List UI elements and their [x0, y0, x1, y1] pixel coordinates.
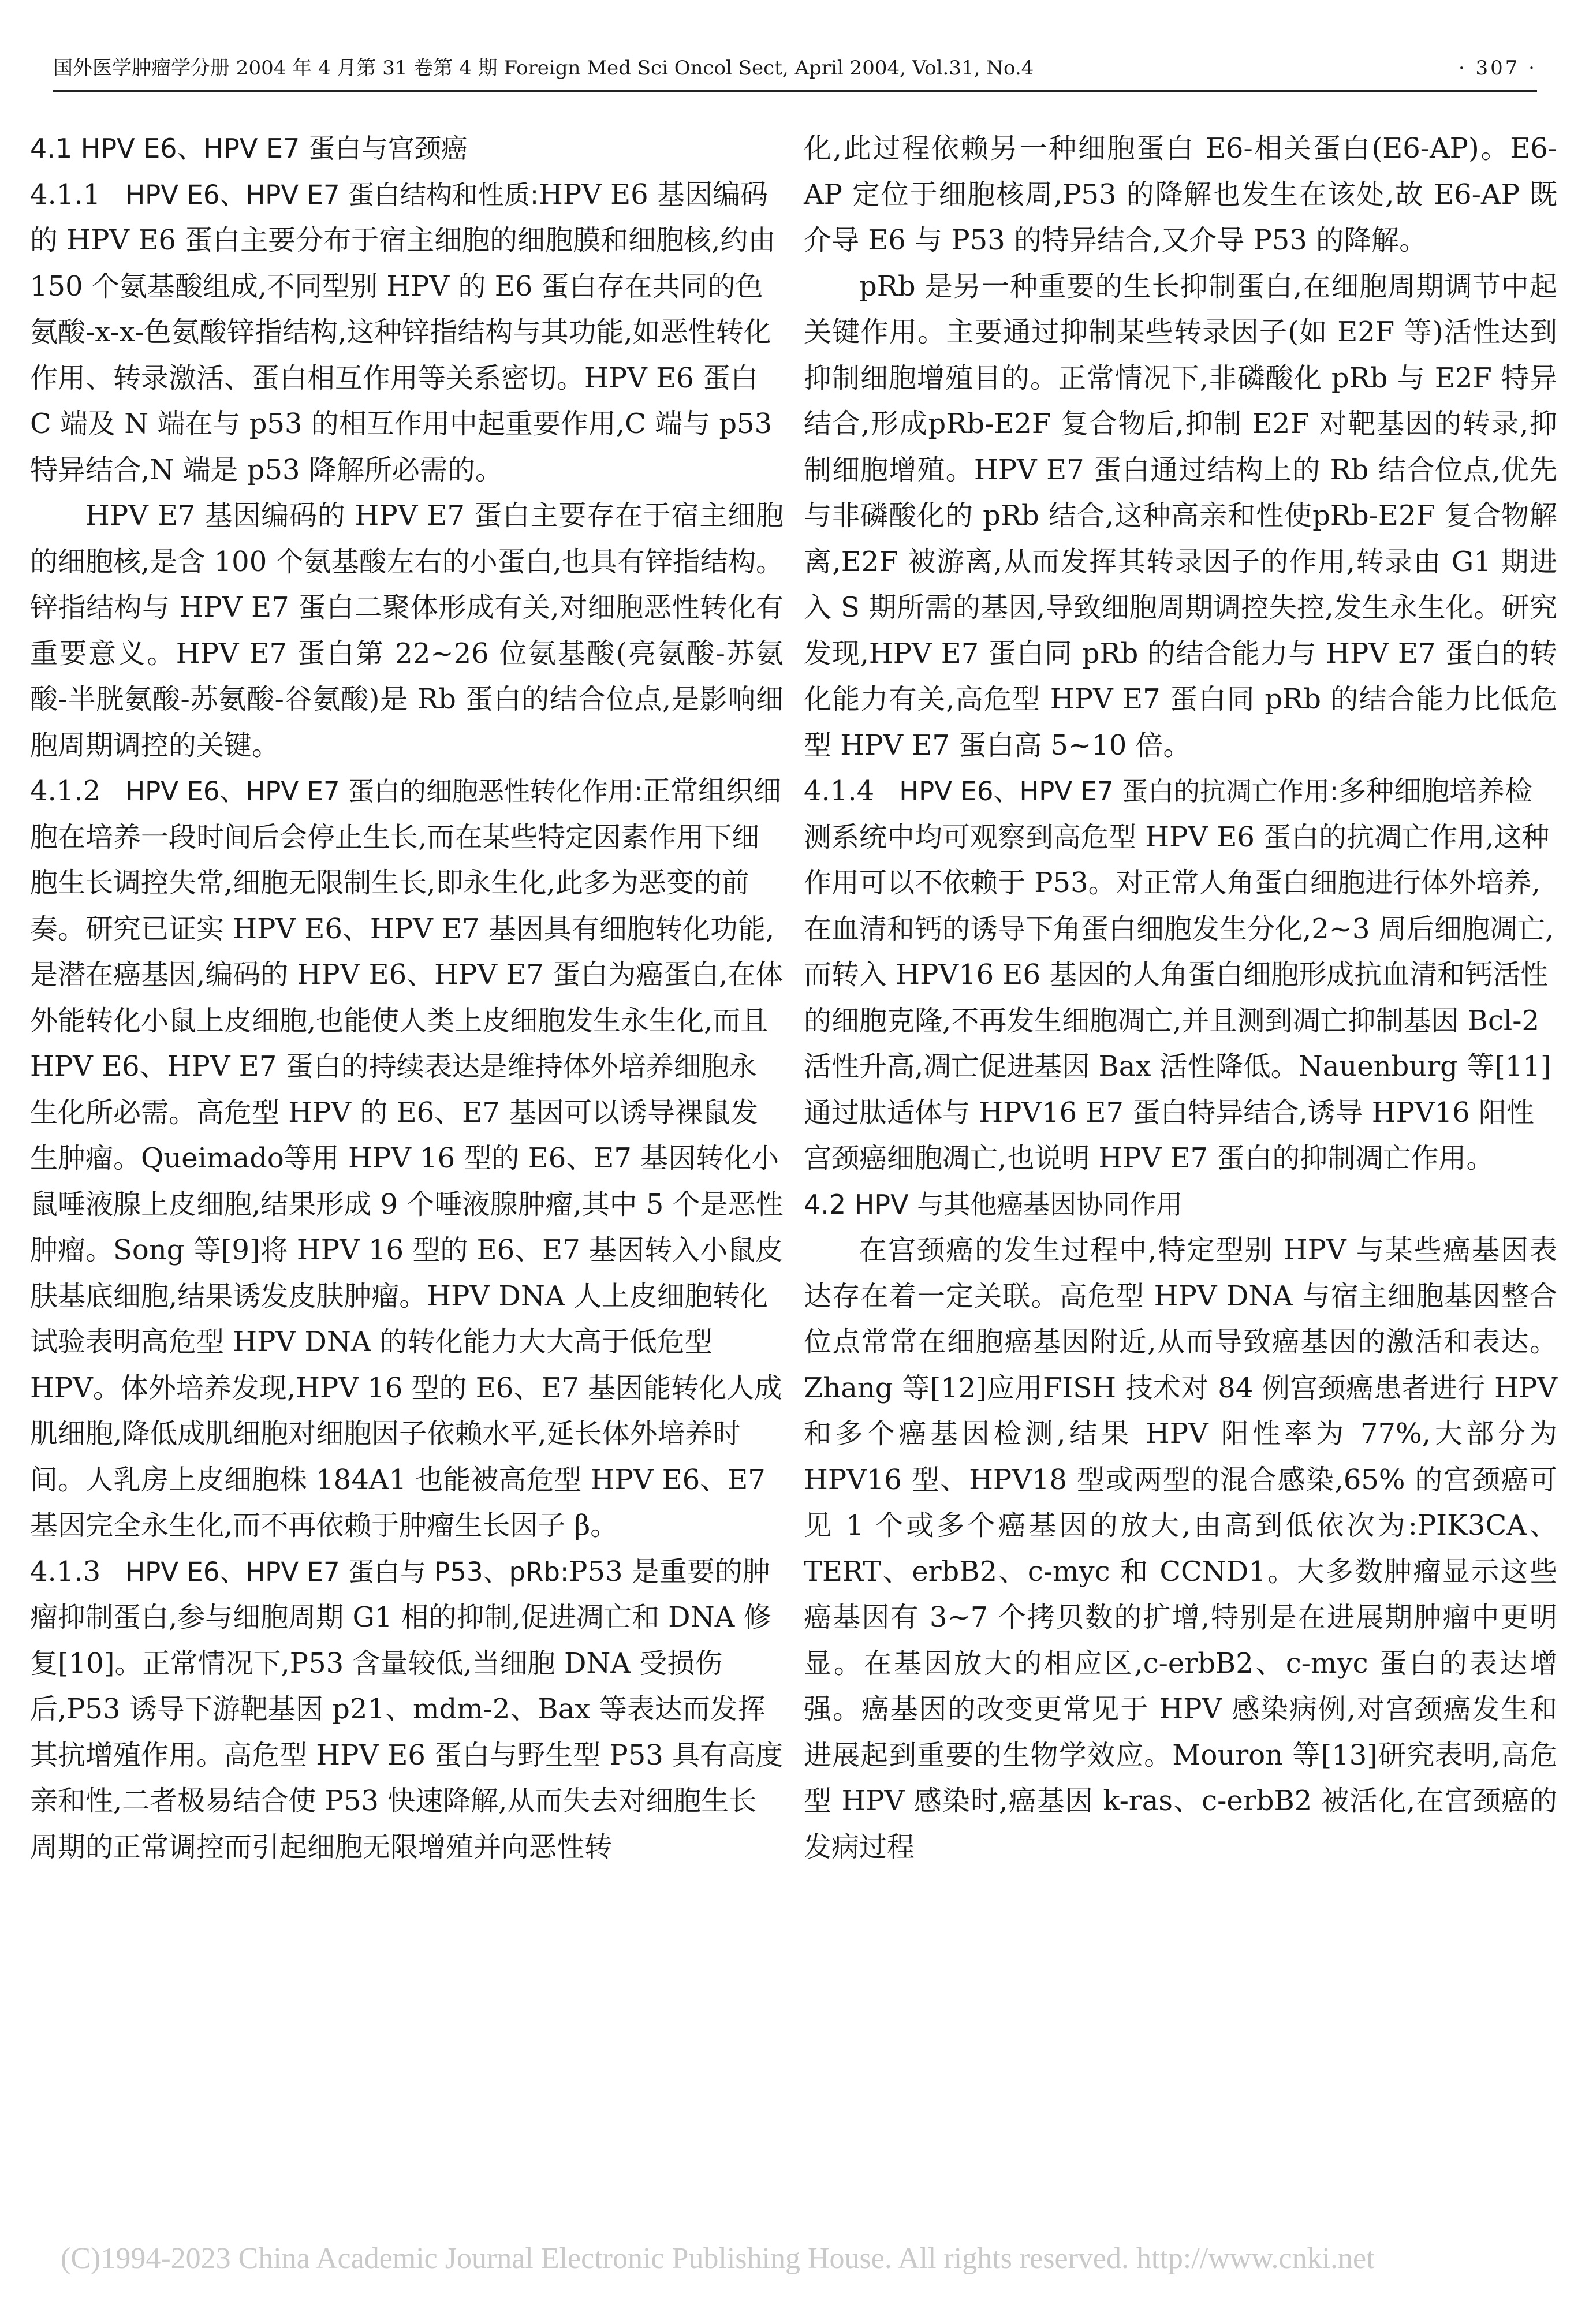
subsection-title: HPV E6、HPV E7 蛋白结构和性质:: [125, 179, 539, 210]
header-rule: [53, 90, 1537, 92]
journal-citation: 国外医学肿瘤学分册 2004 年 4 月第 31 卷第 4 期 Foreign Med Sci Oncol Sect, April 2004, Vol.31, No.4: [53, 57, 1034, 80]
paragraph-e7-structure: HPV E7 基因编码的 HPV E7 蛋白主要存在于宿主细胞的细胞核,是含 100 个氨基酸左右的小蛋白,也具有锌指结构。锌指结构与 HPV E7 蛋白二聚体形成有关,对细胞恶性转化有重要意义。HPV E7 蛋白第 22~26 位氨基酸(亮氨酸-苏氨酸-半胱氨酸-苏氨酸-谷氨酸)是 Rb 蛋白的结合位点,是影响细胞周期调控的关键。: [30, 499, 784, 762]
subsection-number: 4.1.3: [30, 1555, 101, 1588]
paragraph-prb: pRb 是另一种重要的生长抑制蛋白,在细胞周期调节中起关键作用。主要通过抑制某些转录因子(如 E2F 等)活性达到抑制细胞增殖目的。正常情况下,非磷酸化 pRb 与 E2F 特异结合,形成pRb-E2F 复合物后,抑制 E2F 对靶基因的转录,抑制细胞增殖。HPV E7 蛋白通过结构上的 Rb 结合位点,优先与非磷酸化的 pRb 结合,这种高亲和性使pRb-E2F 复合物解离,E2F 被游离,从而发挥其转录因子的作用,转录由 G1 期进入 S 期所需的基因,导致细胞周期调控失控,发生永生化。研究发现,HPV E7 蛋白同 pRb 的结合能力与 HPV E7 蛋白的转化能力有关,高危型 HPV E7 蛋白同 pRb 的结合能力比低危型 HPV E7 蛋白高 5~10 倍。: [804, 270, 1557, 762]
paragraph-oncogenes: 在宫颈癌的发生过程中,特定型别 HPV 与某些癌基因表达存在着一定关联。高危型 HPV DNA 与宿主细胞基因整合位点常常在细胞癌基因附近,从而导致癌基因的激活和表达。Zhang 等[12]应用FISH 技术对 84 例宫颈癌患者进行 HPV 和多个癌基因检测,结果 HPV 阳性率为 77%,大部分为 HPV16 型、HPV18 型或两型的混合感染,65% 的宫颈癌可见 1 个或多个癌基因的放大,由高到低依次为:PIK3CA、TERT、erbB2、c-myc 和 CCND1。大多数肿瘤显示这些癌基因有 3~7 个拷贝数的扩增,特别是在进展期肿瘤中更明显。在基因放大的相应区,c-erbB2、c-myc 蛋白的表达增强。癌基因的改变更常见于 HPV 感染病例,对宫颈癌发生和进展起到重要的生物学效应。Mouron 等[13]研究表明,高危型 HPV 感染时,癌基因 k-ras、c-erbB2 被活化,在宫颈癌的发病过程: [804, 1234, 1557, 1863]
left-column: [30, 126, 784, 1870]
copyright-watermark: (C)1994-2023 China Academic Journal Electronic Publishing House. All rights reserved. http://www.cnki.net: [61, 2242, 1375, 2275]
subsection-4-1-4-heading: [804, 775, 1338, 807]
subsection-4-1-3-heading: [30, 1555, 569, 1588]
page-number: · 307 ·: [1458, 57, 1537, 80]
subsection-number: 4.1.1: [30, 178, 101, 211]
running-header: [53, 51, 1537, 85]
subsection-title: HPV E6、HPV E7 蛋白的细胞恶性转化作用:: [125, 776, 643, 807]
paragraph-e6ap: 化,此过程依赖另一种细胞蛋白 E6-相关蛋白(E6-AP)。E6-AP 定位于细胞核周,P53 的降解也发生在该处,故 E6-AP 既介导 E6 与 P53 的特异结合,又介导 P53 的降解。: [804, 132, 1557, 256]
right-column: [804, 126, 1557, 1870]
section-4-1-title: 4.1 HPV E6、HPV E7 蛋白与宫颈癌: [30, 133, 468, 164]
body-text: P53 是重要的肿瘤抑制蛋白,参与细胞周期 G1 相的抑制,促进凋亡和 DNA 修复[10]。正常情况下,P53 含量较低,当细胞 DNA 受损伤后,P53 诱导下游靶基因 p21、mdm-2、Bax 等表达而发挥其抗增殖作用。高危型 HPV E6 蛋白与野生型 P53 具有高度亲和性,二者极易结合使 P53 快速降解,从而失去对细胞生长周期的正常调控而引起细胞无限增殖并向恶性转: [30, 1555, 784, 1863]
subsection-number: 4.1.4: [804, 775, 875, 807]
subsection-number: 4.1.2: [30, 775, 101, 807]
subsection-4-1-2-heading: [30, 775, 643, 807]
body-text: 多种细胞培养检测系统中均可观察到高危型 HPV E6 蛋白的抗凋亡作用,这种作用可以不依赖于 P53。对正常人角蛋白细胞进行体外培养,在血清和钙的诱导下角蛋白细胞发生分化,2~3 周后细胞凋亡,而转入 HPV16 E6 基因的人角蛋白细胞形成抗血清和钙活性的细胞克隆,不再发生细胞凋亡,并且测到凋亡抑制基因 Bcl-2 活性升高,凋亡促进基因 Bax 活性降低。Nauenburg 等[11]通过肽适体与 HPV16 E7 蛋白特异结合,诱导 HPV16 阳性宫颈癌细胞凋亡,也说明 HPV E7 蛋白的抑制凋亡作用。: [804, 775, 1554, 1174]
subsection-4-1-1-heading: [30, 178, 539, 211]
subsection-title: HPV E6、HPV E7 蛋白的抗凋亡作用:: [899, 776, 1339, 807]
section-4-2-title: 4.2 HPV 与其他癌基因协同作用: [804, 1188, 1183, 1220]
body-text: 正常组织细胞在培养一段时间后会停止生长,而在某些特定因素作用下细胞生长调控失常,细胞无限制生长,即永生化,此多为恶变的前奏。研究已证实 HPV E6、HPV E7 基因具有细胞转化功能,是潜在癌基因,编码的 HPV E6、HPV E7 蛋白为癌蛋白,在体外能转化小鼠上皮细胞,也能使人类上皮细胞发生永生化,而且 HPV E6、HPV E7 蛋白的持续表达是维持体外培养细胞永生化所必需。高危型 HPV 的 E6、E7 基因可以诱导裸鼠发生肿瘤。Queimado等用 HPV 16 型的 E6、E7 基因转化小鼠唾液腺上皮细胞,结果形成 9 个唾液腺肿瘤,其中 5 个是恶性肿瘤。Song 等[9]将 HPV 16 型的 E6、E7 基因转入小鼠皮肤基底细胞,结果诱发皮肤肿瘤。HPV DNA 人上皮细胞转化试验表明高危型 HPV DNA 的转化能力大大高于低危型 HPV。体外培养发现,HPV 16 型的 E6、E7 基因能转化人成肌细胞,降低成肌细胞对细胞因子依赖水平,延长体外培养时间。人乳房上皮细胞株 184A1 也能被高危型 HPV E6、E7 基因完全永生化,而不再依赖于肿瘤生长因子 β。: [30, 775, 784, 1542]
body-text: HPV E6 基因编码的 HPV E6 蛋白主要分布于宿主细胞的细胞膜和细胞核,约由 150 个氨基酸组成,不同型别 HPV 的 E6 蛋白存在共同的色氨酸-x-x-色氨酸锌指结构,这种锌指结构与其功能,如恶性转化作用、转录激活、蛋白相互作用等关系密切。HPV E6 蛋白 C 端及 N 端在与 p53 的相互作用中起重要作用,C 端与 p53 特异结合,N 端是 p53 降解所必需的。: [30, 178, 776, 486]
subsection-title: HPV E6、HPV E7 蛋白与 P53、pRb:: [125, 1556, 569, 1587]
